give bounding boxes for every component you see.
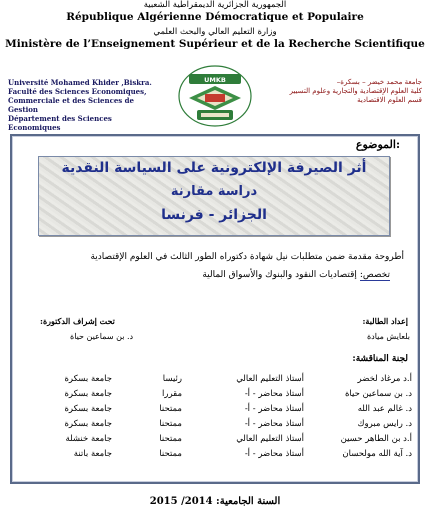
academic-year: السنة الجامعية: 2014/ 2015	[149, 496, 281, 507]
committee-member-role: رئيسا	[162, 374, 182, 384]
committee-member-role: ممتحنا	[159, 449, 182, 459]
header-republic-arabic: الجمهورية الجزائرية الديمقراطية الشعبية	[143, 0, 287, 10]
thesis-title-line-3: الجزائر - فرنسا	[161, 207, 267, 223]
committee-member-name: د. رايس مبروك	[357, 419, 412, 429]
specialty-value: إقتصاديات النقود والبنوك والأسواق المالية	[202, 270, 357, 280]
committee-member-name: د. آية الله مولحسان	[342, 449, 412, 459]
committee-member-rank: أستاذ التعليم العالي	[236, 374, 304, 384]
committee-row	[20, 404, 412, 418]
university-fr-line: Université Mohamed Khider ,Biskra.	[8, 78, 152, 87]
thesis-title-line-2: دراسة مقارنة	[170, 184, 258, 199]
university-fr-line: Département des Sciences Economiques	[8, 114, 112, 132]
header-ministry-arabic: وزارة التعليم العالي والبحث العلمي	[153, 27, 277, 37]
university-block-french	[8, 78, 160, 132]
thesis-specialty	[202, 270, 390, 280]
committee-member-rank: أستاذ محاضر - أ-	[244, 419, 304, 429]
student-label: إعداد الطالبة:	[362, 316, 408, 326]
university-fr-line: Commerciale et des Sciences de Gestion	[8, 96, 135, 114]
committee-member-name: أ.د مرغاد لخضر	[357, 374, 412, 384]
university-ar-line: جامعة محمد خيضر – بسكرة–	[336, 78, 422, 86]
committee-member-university: جامعة بسكرة	[64, 404, 112, 414]
committee-label: لجنة المناقشة:	[352, 354, 408, 364]
committee-row	[20, 419, 412, 433]
committee-row	[20, 434, 412, 448]
university-ar-line: قسم العلوم الاقتصادية	[357, 96, 422, 104]
university-block-arabic	[268, 78, 422, 105]
committee-row	[20, 374, 412, 388]
committee-row	[20, 389, 412, 403]
header-republic-french: République Algérienne Démocratique et Populaire	[66, 11, 364, 23]
committee-member-role: ممتحنا	[159, 434, 182, 444]
committee-member-role: مقررا	[161, 389, 182, 399]
university-fr-line: Faculté des Sciences Economiques,	[8, 87, 147, 96]
university-ar-line: كلية العلوم الإقتصادية والتجارية وعلوم التسيير	[289, 87, 422, 95]
committee-member-name: د. بن سماعين حياة	[344, 389, 412, 399]
committee-member-university: جامعة بسكرة	[64, 374, 112, 384]
committee-member-university: جامعة خنشلة	[65, 434, 112, 444]
committee-member-name: د. غالم عبد الله	[357, 404, 412, 414]
committee-member-name: أ.د بن الطاهر حسين	[340, 434, 412, 444]
committee-member-university: جامعة باتنة	[73, 449, 112, 459]
header-ministry-french: Ministère de l’Enseignement Supérieur et de la Recherche Scientifique	[5, 38, 425, 50]
supervisor-name: د. بن سماعين حياة	[70, 332, 134, 341]
committee-row	[20, 449, 412, 463]
committee-member-role: ممتحنا	[159, 404, 182, 414]
specialty-label: تخصص:	[359, 270, 390, 280]
committee-member-rank: أستاذ محاضر - أ-	[244, 404, 304, 414]
committee-member-university: جامعة بسكرة	[64, 419, 112, 429]
committee-member-rank: أستاذ محاضر - أ-	[244, 449, 304, 459]
committee-member-role: ممتحنا	[159, 419, 182, 429]
thesis-title-line-1: أثر الصيرفة الإلكترونية على السياسة النقدية	[61, 160, 367, 176]
committee-member-rank: أستاذ محاضر - أ-	[244, 389, 304, 399]
subject-label: الموضوع:	[355, 138, 400, 151]
committee-member-university: جامعة بسكرة	[64, 389, 112, 399]
supervisor-label: تحت إشراف الدكتورة:	[40, 316, 115, 326]
svg-text:UMKB: UMKB	[204, 76, 226, 84]
student-name: بلعايش ميادة	[366, 332, 410, 341]
thesis-description: أطروحة مقدمة ضمن متطلبات نيل شهادة دكتوراه الطور الثالث في العلوم الإقتصادية	[90, 252, 404, 262]
university-logo-icon	[175, 60, 255, 128]
committee-member-rank: أستاذ التعليم العالي	[236, 434, 304, 444]
